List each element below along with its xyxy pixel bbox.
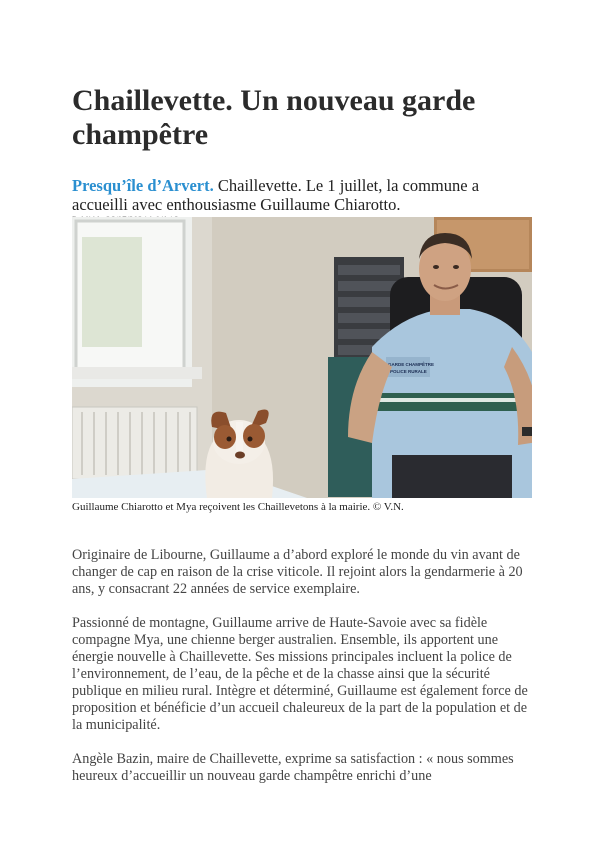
article-photo xyxy=(72,217,532,498)
article-header xyxy=(72,84,532,226)
paragraph: Angèle Bazin, maire de Chaillevette, exprime sa satisfaction : « nous sommes heureux d’accueillir un nouveau garde champêtre enrichi d’une xyxy=(72,751,514,784)
article-lead xyxy=(72,176,532,214)
photo-illustration xyxy=(72,217,532,498)
uniform-badge-line1: GARDE CHAMPÊTRE xyxy=(388,362,435,367)
lead-text: Chaillevette. Le 1 juillet, la commune a accueilli avec enthousiasme Guillaume Chiarotto. xyxy=(72,176,480,214)
uniform-badge-line2: POLICE RURALE xyxy=(390,369,427,374)
article-title: Chaillevette. Un nouveau garde champêtre xyxy=(72,84,476,151)
photo-caption: Guillaume Chiarotto et Mya reçoivent les Chailleveton​s à la mairie. © V.N. xyxy=(72,501,404,513)
article-body xyxy=(72,547,532,802)
paragraph: Originaire de Libourne, Guillaume a d’abord exploré le monde du vin avant de changer de cap en raison de la crise viticole. Il rejoint alors la gendarmerie à 20 ans, y consacrant 22 années de service exemplaire. xyxy=(72,547,523,597)
article-kicker[interactable]: Presqu’île d’Arvert. xyxy=(72,176,214,195)
paragraph: Passionné de montagne, Guillaume arrive de Haute-Savoie avec sa fidèle compagne Mya, une chienne berger australien. Ensemble, ils apportent une énergie nouvelle à Chaillevette. Ses missions principales incluent la police de l’environnement, de l’eau, de la pêche et de la chasse ainsi que la sécurité publique en milieu rural. Intègre et déterminé, Guillaume est également force de proposition et bénéficie d’un accueil chaleureux de la part de la population et de la municipalité. xyxy=(72,615,528,733)
